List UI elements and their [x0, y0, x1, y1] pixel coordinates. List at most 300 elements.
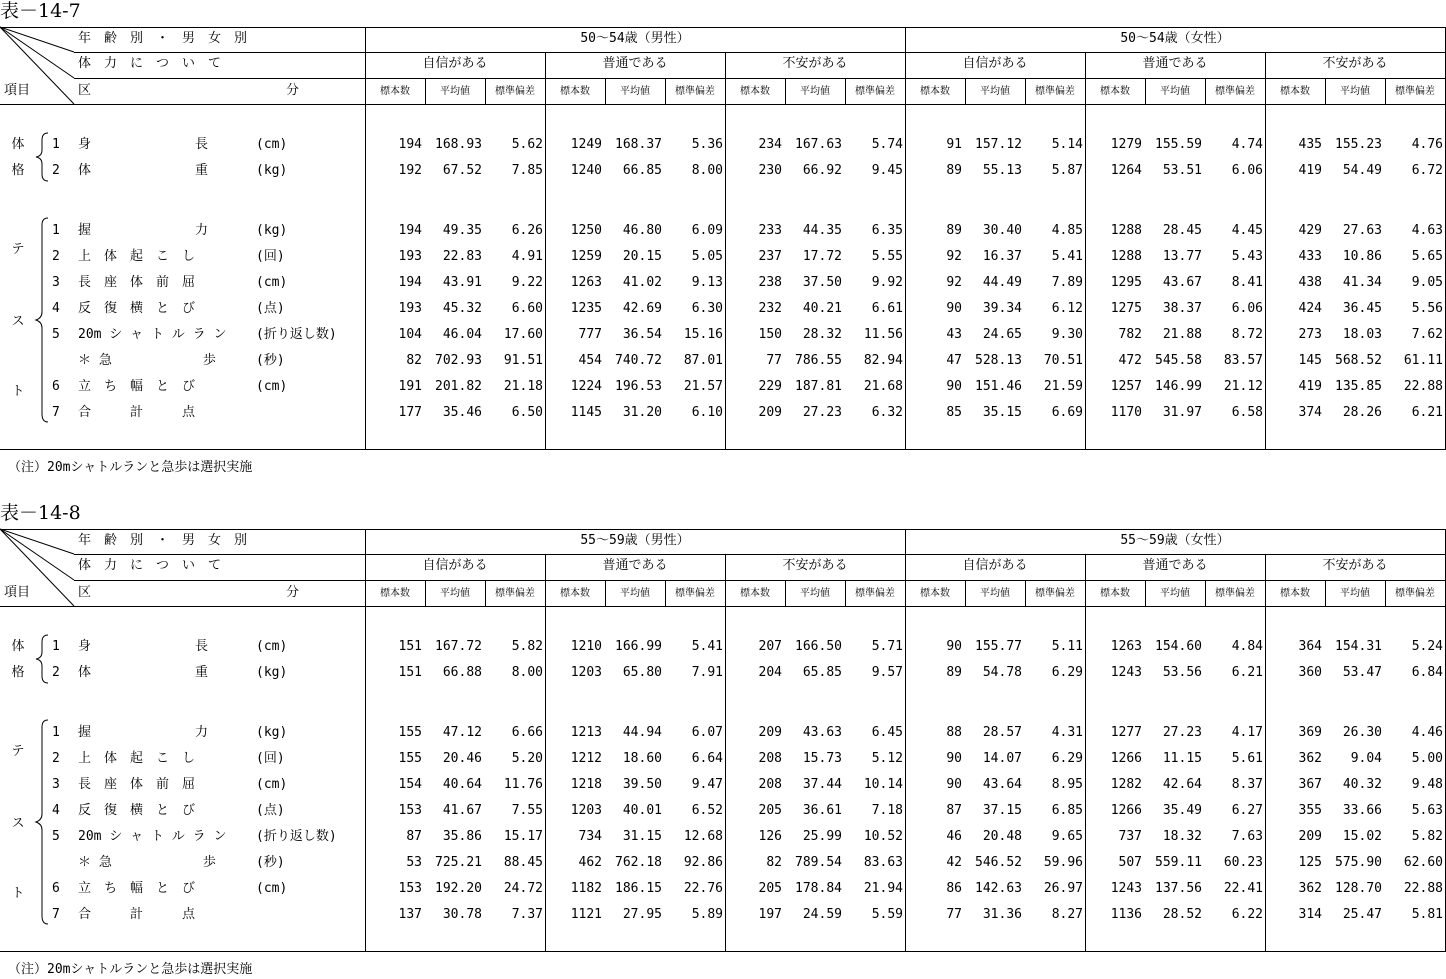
- data-cell: 10.86: [1342, 249, 1382, 264]
- data-cell: 22.88: [1403, 881, 1443, 896]
- data-cell: 54.49: [1342, 163, 1382, 178]
- data-cell: 6.64: [691, 751, 723, 766]
- subgroup-header: 普通である: [1142, 558, 1208, 573]
- data-cell: 91: [946, 137, 962, 152]
- data-cell: 740.72: [615, 353, 662, 368]
- data-cell: 9.57: [871, 665, 903, 680]
- section-label: ト: [11, 384, 25, 399]
- data-cell: 6.85: [1051, 803, 1083, 818]
- stat-header: 標本数: [1100, 86, 1130, 97]
- data-cell: 31.36: [982, 907, 1022, 922]
- data-cell: 1121: [570, 907, 602, 922]
- row-unit: (点): [256, 301, 285, 316]
- subgroup-header: 不安がある: [782, 56, 848, 71]
- row-unit: (cm): [256, 639, 288, 654]
- data-cell: 11.76: [503, 777, 543, 792]
- data-cell: 194: [398, 275, 422, 290]
- data-cell: 6.09: [691, 223, 723, 238]
- row-name: 合 計 点: [78, 405, 196, 420]
- subgroup-header: 自信がある: [962, 56, 1028, 71]
- row-name: 立 ち 幅 と び: [78, 379, 196, 394]
- data-cell: 15.02: [1342, 829, 1382, 844]
- data-cell: 37.15: [982, 803, 1022, 818]
- data-cell: 88.45: [503, 855, 543, 870]
- data-cell: 53.47: [1342, 665, 1382, 680]
- data-cell: 4.63: [1411, 223, 1443, 238]
- data-cell: 191: [398, 379, 422, 394]
- data-cell: 6.06: [1231, 163, 1263, 178]
- data-cell: 1203: [570, 665, 602, 680]
- data-cell: 5.41: [691, 639, 723, 654]
- section-label: ス: [11, 314, 25, 329]
- stat-header: 標準偏差: [675, 588, 715, 599]
- data-cell: 40.64: [442, 777, 482, 792]
- subgroup-header: 不安がある: [1322, 56, 1388, 71]
- data-cell: 6.12: [1051, 301, 1083, 316]
- data-cell: 82: [406, 353, 422, 368]
- data-cell: 209: [1298, 829, 1322, 844]
- data-cell: 153: [398, 803, 422, 818]
- data-cell: 5.05: [691, 249, 723, 264]
- data-cell: 9.22: [511, 275, 543, 290]
- data-cell: 5.12: [871, 751, 903, 766]
- data-cell: 59.96: [1043, 855, 1083, 870]
- data-cell: 82: [766, 855, 782, 870]
- data-cell: 1259: [570, 249, 602, 264]
- header-fitness-label: 体 力 に つ い て: [78, 558, 222, 573]
- section-label: ス: [11, 816, 25, 831]
- data-cell: 77: [946, 907, 962, 922]
- data-cell: 30.40: [982, 223, 1022, 238]
- data-cell: 6.61: [871, 301, 903, 316]
- data-cell: 28.45: [1162, 223, 1202, 238]
- section-label: 体: [11, 137, 25, 152]
- data-cell: 209: [758, 725, 782, 740]
- data-cell: 6.10: [691, 405, 723, 420]
- data-cell: 789.54: [795, 855, 842, 870]
- data-cell: 151: [398, 639, 422, 654]
- data-cell: 167.63: [795, 137, 842, 152]
- header-fitness-label: 体 力 に つ い て: [78, 56, 222, 71]
- data-cell: 546.52: [975, 855, 1022, 870]
- data-cell: 155: [398, 751, 422, 766]
- data-cell: 89: [946, 163, 962, 178]
- data-cell: 5.61: [1231, 751, 1263, 766]
- data-cell: 28.32: [802, 327, 842, 342]
- data-cell: 1182: [570, 881, 602, 896]
- data-cell: 168.37: [615, 137, 662, 152]
- row-number: 3: [52, 275, 60, 290]
- row-name: 20m シ ャ ト ル ラ ン: [78, 327, 227, 342]
- data-cell: 21.57: [683, 379, 723, 394]
- header-item-label: 項目: [4, 83, 31, 98]
- data-cell: 15.16: [683, 327, 723, 342]
- data-cell: 367: [1298, 777, 1322, 792]
- data-cell: 35.86: [442, 829, 482, 844]
- data-cell: 364: [1298, 639, 1322, 654]
- data-cell: 42: [946, 855, 962, 870]
- stat-header: 標本数: [380, 86, 410, 97]
- data-cell: 8.27: [1051, 907, 1083, 922]
- data-cell: 4.31: [1051, 725, 1083, 740]
- data-cell: 1288: [1110, 249, 1142, 264]
- data-cell: 126: [758, 829, 782, 844]
- data-cell: 362: [1298, 751, 1322, 766]
- data-cell: 1275: [1110, 301, 1142, 316]
- row-name: 体 重: [78, 665, 209, 680]
- stat-header: 標準偏差: [1395, 86, 1435, 97]
- data-cell: 42.69: [622, 301, 662, 316]
- data-cell: 155.59: [1155, 137, 1202, 152]
- stat-header: 標本数: [1280, 86, 1310, 97]
- data-cell: 28.26: [1342, 405, 1382, 420]
- data-cell: 91.51: [503, 353, 543, 368]
- section-label: テ: [11, 242, 25, 257]
- data-cell: 20.46: [442, 751, 482, 766]
- row-unit: (点): [256, 803, 285, 818]
- data-cell: 137: [398, 907, 422, 922]
- data-cell: 6.84: [1411, 665, 1443, 680]
- data-cell: 201.82: [435, 379, 482, 394]
- data-cell: 25.47: [1342, 907, 1382, 922]
- data-cell: 472: [1118, 353, 1142, 368]
- subgroup-header: 普通である: [1142, 56, 1208, 71]
- data-cell: 454: [578, 353, 602, 368]
- data-cell: 194: [398, 223, 422, 238]
- data-cell: 10.52: [863, 829, 903, 844]
- stat-header: 標準偏差: [1035, 588, 1075, 599]
- data-cell: 193: [398, 301, 422, 316]
- data-cell: 21.88: [1162, 327, 1202, 342]
- data-cell: 1213: [570, 725, 602, 740]
- stat-header: 標本数: [920, 588, 950, 599]
- row-number: 7: [52, 907, 60, 922]
- row-name: 身 長: [78, 639, 209, 654]
- data-cell: 433: [1298, 249, 1322, 264]
- data-cell: 5.55: [871, 249, 903, 264]
- data-cell: 18.32: [1162, 829, 1202, 844]
- stat-header: 平均値: [1160, 588, 1190, 599]
- data-cell: 154: [398, 777, 422, 792]
- data-cell: 8.37: [1231, 777, 1263, 792]
- data-cell: 234: [758, 137, 782, 152]
- data-cell: 419: [1298, 379, 1322, 394]
- data-cell: 1295: [1110, 275, 1142, 290]
- data-cell: 9.30: [1051, 327, 1083, 342]
- data-cell: 89: [946, 223, 962, 238]
- data-cell: 9.65: [1051, 829, 1083, 844]
- data-cell: 36.61: [802, 803, 842, 818]
- header-section-label: 区: [78, 585, 92, 600]
- data-cell: 237: [758, 249, 782, 264]
- data-cell: 6.58: [1231, 405, 1263, 420]
- data-cell: 154.31: [1335, 639, 1382, 654]
- data-cell: 6.50: [511, 405, 543, 420]
- data-cell: 167.72: [435, 639, 482, 654]
- data-cell: 44.35: [802, 223, 842, 238]
- row-number: 7: [52, 405, 60, 420]
- stat-header: 標準偏差: [495, 86, 535, 97]
- data-cell: 8.72: [1231, 327, 1263, 342]
- data-cell: 6.22: [1231, 907, 1263, 922]
- data-cell: 125: [1298, 855, 1322, 870]
- row-number: 4: [52, 803, 60, 818]
- row-unit: (回): [256, 249, 285, 264]
- data-cell: 1203: [570, 803, 602, 818]
- data-cell: 146.99: [1155, 379, 1202, 394]
- data-cell: 1266: [1110, 751, 1142, 766]
- data-cell: 507: [1118, 855, 1142, 870]
- data-cell: 429: [1298, 223, 1322, 238]
- data-cell: 786.55: [795, 353, 842, 368]
- data-cell: 5.24: [1411, 639, 1443, 654]
- data-cell: 35.46: [442, 405, 482, 420]
- data-cell: 90: [946, 639, 962, 654]
- data-cell: 24.59: [802, 907, 842, 922]
- data-cell: 545.58: [1155, 353, 1202, 368]
- data-cell: 151: [398, 665, 422, 680]
- data-cell: 374: [1298, 405, 1322, 420]
- data-cell: 43.64: [982, 777, 1022, 792]
- stat-header: 平均値: [440, 86, 470, 97]
- data-cell: 462: [578, 855, 602, 870]
- data-cell: 43: [946, 327, 962, 342]
- data-cell: 92: [946, 275, 962, 290]
- data-cell: 37.44: [802, 777, 842, 792]
- data-cell: 205: [758, 881, 782, 896]
- data-cell: 762.18: [615, 855, 662, 870]
- data-cell: 12.68: [683, 829, 723, 844]
- data-cell: 6.30: [691, 301, 723, 316]
- data-cell: 30.78: [442, 907, 482, 922]
- data-cell: 1250: [570, 223, 602, 238]
- data-cell: 9.13: [691, 275, 723, 290]
- row-unit: (kg): [256, 223, 288, 238]
- data-cell: 6.26: [511, 223, 543, 238]
- table-title: 表－14-7: [0, 0, 81, 22]
- data-cell: 67.52: [442, 163, 482, 178]
- data-cell: 43.67: [1162, 275, 1202, 290]
- data-cell: 41.34: [1342, 275, 1382, 290]
- data-cell: 35.15: [982, 405, 1022, 420]
- row-number: 2: [52, 163, 60, 178]
- data-cell: 153: [398, 881, 422, 896]
- data-cell: 27.23: [802, 405, 842, 420]
- data-cell: 87: [946, 803, 962, 818]
- data-cell: 104: [398, 327, 422, 342]
- group-male-header: 55～59歳（男性）: [580, 533, 690, 548]
- data-cell: 6.52: [691, 803, 723, 818]
- table-14-8: [0, 502, 1446, 977]
- data-cell: 6.06: [1231, 301, 1263, 316]
- stat-header: 標準偏差: [855, 588, 895, 599]
- subgroup-header: 不安がある: [782, 558, 848, 573]
- subgroup-header: 普通である: [602, 56, 668, 71]
- data-cell: 155.77: [975, 639, 1022, 654]
- data-cell: 4.45: [1231, 223, 1263, 238]
- data-cell: 4.76: [1411, 137, 1443, 152]
- data-cell: 38.37: [1162, 301, 1202, 316]
- data-cell: 5.00: [1411, 751, 1443, 766]
- data-cell: 14.07: [982, 751, 1022, 766]
- data-cell: 5.63: [1411, 803, 1443, 818]
- data-cell: 9.04: [1350, 751, 1382, 766]
- data-cell: 5.74: [871, 137, 903, 152]
- data-cell: 438: [1298, 275, 1322, 290]
- stat-header: 標準偏差: [1215, 588, 1255, 599]
- row-number: 2: [52, 249, 60, 264]
- section-label: テ: [11, 744, 25, 759]
- brace-test: [36, 720, 48, 924]
- data-cell: 47.12: [442, 725, 482, 740]
- data-cell: 1240: [570, 163, 602, 178]
- data-cell: 314: [1298, 907, 1322, 922]
- data-cell: 1257: [1110, 379, 1142, 394]
- data-cell: 66.88: [442, 665, 482, 680]
- stat-header: 平均値: [1160, 86, 1190, 97]
- data-cell: 6.21: [1411, 405, 1443, 420]
- data-cell: 31.15: [622, 829, 662, 844]
- row-unit: (cm): [256, 777, 288, 792]
- subgroup-header: 不安がある: [1322, 558, 1388, 573]
- data-cell: 9.45: [871, 163, 903, 178]
- data-cell: 232: [758, 301, 782, 316]
- data-cell: 360: [1298, 665, 1322, 680]
- data-cell: 44.94: [622, 725, 662, 740]
- data-cell: 559.11: [1155, 855, 1202, 870]
- data-cell: 53.51: [1162, 163, 1202, 178]
- row-name: 体 重: [78, 163, 209, 178]
- data-cell: 46: [946, 829, 962, 844]
- data-cell: 150: [758, 327, 782, 342]
- data-cell: 1264: [1110, 163, 1142, 178]
- stat-header: 標準偏差: [1395, 588, 1435, 599]
- data-cell: 27.23: [1162, 725, 1202, 740]
- stat-header: 平均値: [1340, 588, 1370, 599]
- data-cell: 27.63: [1342, 223, 1382, 238]
- data-cell: 6.07: [691, 725, 723, 740]
- data-cell: 355: [1298, 803, 1322, 818]
- data-cell: 86: [946, 881, 962, 896]
- data-cell: 26.97: [1043, 881, 1083, 896]
- data-cell: 208: [758, 751, 782, 766]
- data-cell: 4.46: [1411, 725, 1443, 740]
- data-cell: 62.60: [1403, 855, 1443, 870]
- data-cell: 66.85: [622, 163, 662, 178]
- stat-header: 標本数: [1280, 588, 1310, 599]
- data-cell: 5.20: [511, 751, 543, 766]
- row-unit: (秒): [256, 353, 285, 368]
- data-cell: 197: [758, 907, 782, 922]
- data-cell: 41.67: [442, 803, 482, 818]
- group-female-header: 50～54歳（女性）: [1120, 31, 1230, 46]
- data-cell: 6.27: [1231, 803, 1263, 818]
- data-cell: 45.32: [442, 301, 482, 316]
- row-number: 3: [52, 777, 60, 792]
- data-cell: 230: [758, 163, 782, 178]
- data-cell: 192.20: [435, 881, 482, 896]
- data-cell: 39.34: [982, 301, 1022, 316]
- data-cell: 1218: [570, 777, 602, 792]
- data-cell: 85: [946, 405, 962, 420]
- row-unit: (cm): [256, 137, 288, 152]
- data-cell: 192: [398, 163, 422, 178]
- row-name: 上 体 起 こ し: [78, 249, 196, 264]
- row-unit: (折り返し数): [256, 327, 337, 342]
- data-cell: 1170: [1110, 405, 1142, 420]
- data-cell: 528.13: [975, 353, 1022, 368]
- data-cell: 142.63: [975, 881, 1022, 896]
- data-cell: 5.36: [691, 137, 723, 152]
- data-cell: 16.37: [982, 249, 1022, 264]
- data-cell: 5.87: [1051, 163, 1083, 178]
- stat-header: 標準偏差: [675, 86, 715, 97]
- header-age-sex-label: 年 齢 別 ・ 男 女 別: [78, 533, 248, 548]
- table-note: （注）20mシャトルランと急歩は選択実施: [8, 962, 253, 977]
- data-cell: 229: [758, 379, 782, 394]
- data-cell: 7.18: [871, 803, 903, 818]
- row-unit: (cm): [256, 881, 288, 896]
- data-cell: 28.52: [1162, 907, 1202, 922]
- stat-header: 標準偏差: [495, 588, 535, 599]
- data-cell: 777: [578, 327, 602, 342]
- row-name: ＊ 急 歩: [78, 353, 216, 368]
- table-note: （注）20mシャトルランと急歩は選択実施: [8, 460, 253, 475]
- data-cell: 145: [1298, 353, 1322, 368]
- data-cell: 7.89: [1051, 275, 1083, 290]
- row-name: ＊ 急 歩: [78, 855, 216, 870]
- data-cell: 186.15: [615, 881, 662, 896]
- stat-header: 標本数: [740, 86, 770, 97]
- data-cell: 70.51: [1043, 353, 1083, 368]
- data-cell: 7.55: [511, 803, 543, 818]
- data-cell: 35.49: [1162, 803, 1202, 818]
- data-cell: 1235: [570, 301, 602, 316]
- data-cell: 273: [1298, 327, 1322, 342]
- stat-header: 平均値: [980, 86, 1010, 97]
- data-cell: 61.11: [1403, 353, 1443, 368]
- data-cell: 20.15: [622, 249, 662, 264]
- row-number: 6: [52, 881, 60, 896]
- data-cell: 424: [1298, 301, 1322, 316]
- data-cell: 155.23: [1335, 137, 1382, 152]
- section-label: 格: [11, 665, 25, 680]
- data-cell: 22.76: [683, 881, 723, 896]
- data-cell: 89: [946, 665, 962, 680]
- data-cell: 5.59: [871, 907, 903, 922]
- data-cell: 11.56: [863, 327, 903, 342]
- data-cell: 22.83: [442, 249, 482, 264]
- data-cell: 37.50: [802, 275, 842, 290]
- data-cell: 87.01: [683, 353, 723, 368]
- data-cell: 31.97: [1162, 405, 1202, 420]
- data-cell: 1224: [570, 379, 602, 394]
- stat-header: 標本数: [560, 86, 590, 97]
- data-cell: 5.81: [1411, 907, 1443, 922]
- data-cell: 83.63: [863, 855, 903, 870]
- row-unit: (kg): [256, 163, 288, 178]
- group-male-header: 50～54歳（男性）: [580, 31, 690, 46]
- data-cell: 166.99: [615, 639, 662, 654]
- data-cell: 6.32: [871, 405, 903, 420]
- row-unit: (秒): [256, 855, 285, 870]
- data-cell: 17.60: [503, 327, 543, 342]
- data-cell: 8.00: [511, 665, 543, 680]
- data-cell: 21.12: [1223, 379, 1263, 394]
- stat-header: 平均値: [980, 588, 1010, 599]
- data-cell: 568.52: [1335, 353, 1382, 368]
- group-female-header: 55～59歳（女性）: [1120, 533, 1230, 548]
